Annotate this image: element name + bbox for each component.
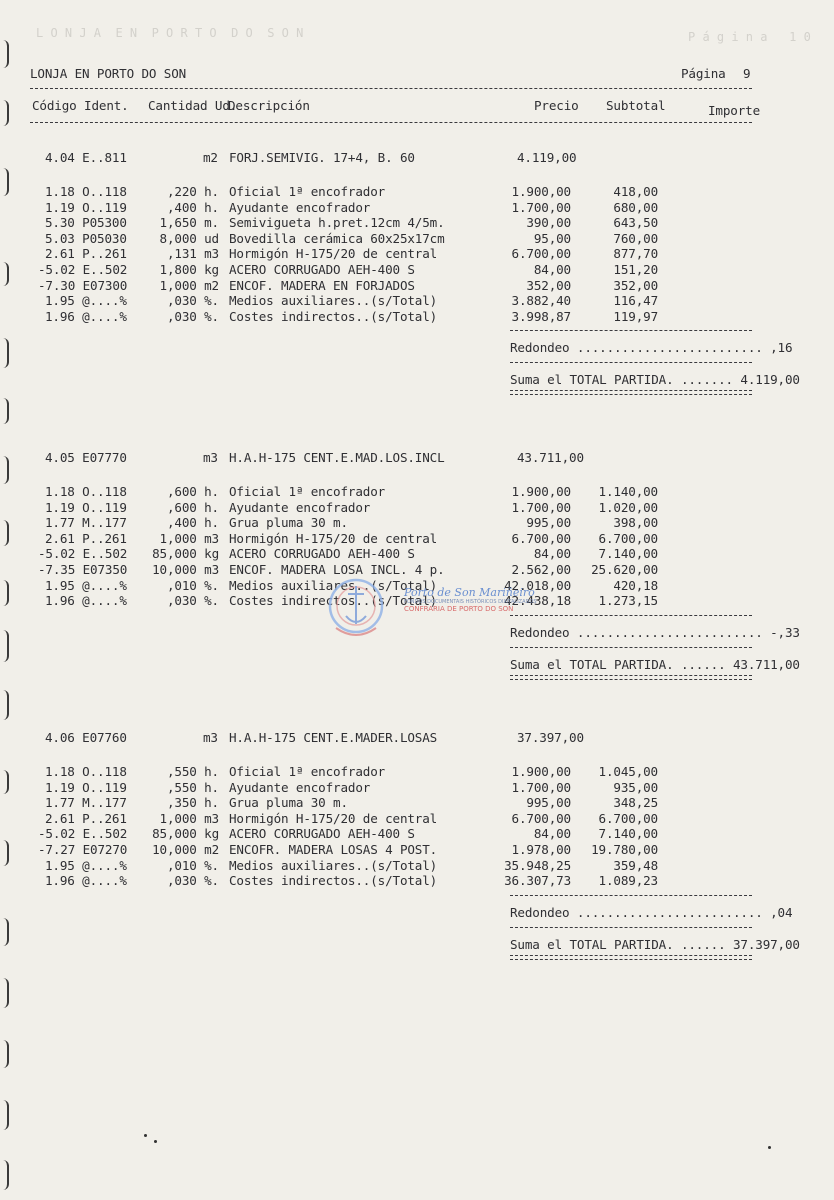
line-description: Medios auxiliares..(s/Total): [229, 293, 438, 309]
line-code: 1.19 O..119: [45, 499, 127, 515]
line-subtotal: 418,00: [613, 184, 658, 199]
line-description: Medios auxiliares..(s/Total): [229, 857, 438, 873]
column-header-precio: Precio: [534, 98, 579, 113]
line-subtotal: 25.620,00: [591, 562, 658, 577]
page-label: Página: [681, 66, 726, 81]
line-price: 84,00: [533, 262, 571, 277]
line-quantity: ,400 h.: [166, 515, 219, 531]
line-quantity: ,600 h.: [166, 499, 219, 515]
line-code: 1.19 O..119: [45, 779, 127, 795]
stamp-line-2: CONFRARIA DE PORTO DO SON: [404, 605, 514, 613]
line-code: 1.96 @....%: [45, 873, 127, 889]
line-description: Grua pluma 30 m.: [229, 515, 348, 531]
partida-price: 37.397,00: [517, 730, 584, 745]
line-description: ENCOF. MADERA EN FORJADOS: [229, 277, 415, 293]
line-price: 6.700,00: [511, 530, 571, 546]
line-code: -5.02 E..502: [38, 826, 128, 842]
column-header-subtotal: Subtotal: [606, 98, 666, 113]
bleed-through-page: P á g i n a 1 0: [688, 30, 811, 44]
line-subtotal: 643,50: [613, 215, 658, 231]
line-subtotal: 116,47: [613, 293, 658, 309]
line-price: 35.948,25: [504, 857, 571, 873]
line-description: Bovedilla cerámica 60x25x17cm: [229, 230, 445, 246]
total-partida-line: Suma el TOTAL PARTIDA. ...... 37.397,00: [510, 936, 800, 952]
line-quantity: ,350 h.: [166, 795, 219, 811]
header-rule: [30, 88, 752, 89]
partida-code: 4.04 E..811: [45, 150, 127, 165]
line-price: 1.900,00: [511, 184, 571, 199]
line-price: 1.900,00: [511, 764, 571, 779]
line-subtotal: 1.020,00: [598, 499, 658, 515]
line-subtotal: 119,97: [613, 308, 658, 324]
line-quantity: ,220 h.: [166, 184, 219, 199]
line-code: 1.95 @....%: [45, 577, 127, 593]
line-quantity: ,550 h.: [166, 779, 219, 795]
line-code: 5.30 P05300: [45, 215, 127, 231]
stray-mark: [768, 1146, 771, 1149]
line-subtotal: 1.045,00: [598, 764, 658, 779]
partida-price: 43.711,00: [517, 450, 584, 465]
line-code: 2.61 P..261: [45, 810, 127, 826]
line-description: Costes indirectos..(s/Total): [229, 593, 438, 609]
line-price: 390,00: [526, 215, 571, 231]
line-quantity: ,010 %.: [166, 857, 219, 873]
line-price: 352,00: [526, 277, 571, 293]
line-quantity: 10,000 m2: [152, 842, 219, 857]
redondeo-line: Redondeo ......................... ,04: [510, 904, 793, 920]
line-quantity: 8,000 ud: [159, 230, 219, 246]
total-partida-line: Suma el TOTAL PARTIDA. ....... 4.119,00: [510, 372, 800, 388]
subtotal-rule: [510, 330, 752, 331]
line-subtotal: 680,00: [613, 199, 658, 215]
line-code: -5.02 E..502: [38, 262, 128, 277]
stamp-title: Porto de Son Mariñeiro: [404, 586, 535, 599]
line-price: 42.018,00: [504, 577, 571, 593]
stray-mark: [154, 1140, 157, 1143]
line-description: ENCOFR. MADERA LOSAS 4 POST.: [229, 842, 438, 857]
stamp-line-1: FONDOS DOCUMENTAIS HISTÓRICOS DIXITALIZADOS: [404, 599, 537, 605]
line-code: 1.95 @....%: [45, 857, 127, 873]
line-price: 1.700,00: [511, 199, 571, 215]
line-code: 1.18 O..118: [45, 184, 127, 199]
line-code: 1.18 O..118: [45, 484, 127, 499]
redondeo-line: Redondeo ......................... -,33: [510, 624, 800, 640]
line-price: 995,00: [526, 515, 571, 531]
partida-unit: m3: [203, 730, 218, 745]
line-quantity: 1,000 m2: [159, 277, 219, 293]
line-quantity: ,030 %.: [166, 308, 219, 324]
line-subtotal: 19.780,00: [591, 842, 658, 857]
confraria-seal-logo: [318, 568, 410, 648]
line-price: 6.700,00: [511, 246, 571, 262]
line-code: 1.18 O..118: [45, 764, 127, 779]
line-subtotal: 359,48: [613, 857, 658, 873]
line-subtotal: 151,20: [613, 262, 658, 277]
line-subtotal: 1.273,15: [598, 593, 658, 609]
line-price: 3.882,40: [511, 293, 571, 309]
partida-code: 4.06 E07760: [45, 730, 127, 745]
subtotal-rule: [510, 615, 752, 616]
line-code: 5.03 P05030: [45, 230, 127, 246]
line-code: 2.61 P..261: [45, 246, 127, 262]
redondeo-rule: [510, 927, 752, 928]
bleed-through-header: L O N J A E N P O R T O D O S O N: [36, 26, 304, 40]
redondeo-rule: [510, 362, 752, 363]
page-number: 9: [743, 66, 751, 81]
line-description: Oficial 1ª encofrador: [229, 764, 386, 779]
partida-description: H.A.H-175 CENT.E.MAD.LOS.INCL: [229, 450, 445, 465]
line-price: 84,00: [533, 546, 571, 562]
total-partida-line: Suma el TOTAL PARTIDA. ...... 43.711,00: [510, 656, 800, 672]
line-quantity: 85,000 kg: [152, 546, 219, 562]
line-description: Hormigón H-175/20 de central: [229, 246, 438, 262]
subtotal-rule: [510, 895, 752, 896]
line-price: 3.998,87: [511, 308, 571, 324]
total-double-rule: [510, 675, 752, 680]
line-price: 36.307,73: [504, 873, 571, 889]
total-double-rule: [510, 390, 752, 395]
line-code: 2.61 P..261: [45, 530, 127, 546]
column-header-descripcion: Descripción: [228, 98, 310, 113]
line-description: Medios auxiliares..(s/Total): [229, 577, 438, 593]
line-code: -7.27 E07270: [38, 842, 128, 857]
partida-description: FORJ.SEMIVIG. 17+4, B. 60: [229, 150, 415, 165]
redondeo-rule: [510, 647, 752, 648]
line-subtotal: 398,00: [613, 515, 658, 531]
stamp-text: [404, 586, 537, 613]
line-subtotal: 877,70: [613, 246, 658, 262]
line-quantity: ,030 %.: [166, 293, 219, 309]
binding-marks: [2, 0, 18, 1200]
line-price: 95,00: [533, 230, 571, 246]
partida-unit: m3: [203, 450, 218, 465]
line-price: 995,00: [526, 795, 571, 811]
line-description: ACERO CORRUGADO AEH-400 S: [229, 262, 415, 277]
partida-description: H.A.H-175 CENT.E.MADER.LOSAS: [229, 730, 438, 745]
stray-mark: [144, 1134, 147, 1137]
line-description: ENCOF. MADERA LOSA INCL. 4 p.: [229, 562, 445, 577]
line-price: 6.700,00: [511, 810, 571, 826]
line-description: Ayudante encofrador: [229, 499, 371, 515]
partida-code: 4.05 E07770: [45, 450, 127, 465]
line-code: 1.19 O..119: [45, 199, 127, 215]
line-code: -5.02 E..502: [38, 546, 128, 562]
line-quantity: 1,000 m3: [159, 530, 219, 546]
total-double-rule: [510, 955, 752, 960]
line-subtotal: 760,00: [613, 230, 658, 246]
column-header-codigo: Código Ident.: [32, 98, 129, 113]
line-subtotal: 7.140,00: [598, 546, 658, 562]
line-description: Ayudante encofrador: [229, 199, 371, 215]
line-quantity: ,030 %.: [166, 873, 219, 889]
line-description: Ayudante encofrador: [229, 779, 371, 795]
line-code: 1.95 @....%: [45, 293, 127, 309]
line-code: 1.96 @....%: [45, 308, 127, 324]
column-header-cantidad: Cantidad Ud.: [148, 98, 238, 113]
line-code: 1.77 M..177: [45, 795, 127, 811]
partida-price: 4.119,00: [517, 150, 577, 165]
line-quantity: ,550 h.: [166, 764, 219, 779]
line-quantity: ,030 %.: [166, 593, 219, 609]
line-quantity: ,131 m3: [166, 246, 219, 262]
line-subtotal: 935,00: [613, 779, 658, 795]
line-subtotal: 1.089,23: [598, 873, 658, 889]
line-price: 2.562,00: [511, 562, 571, 577]
line-code: -7.35 E07350: [38, 562, 128, 577]
line-price: 1.978,00: [511, 842, 571, 857]
line-quantity: 85,000 kg: [152, 826, 219, 842]
line-description: Hormigón H-175/20 de central: [229, 810, 438, 826]
line-description: Semivigueta h.pret.12cm 4/5m.: [229, 215, 445, 231]
line-price: 42.438,18: [504, 593, 571, 609]
line-price: 1.700,00: [511, 779, 571, 795]
line-price: 1.900,00: [511, 484, 571, 499]
line-quantity: ,600 h.: [166, 484, 219, 499]
line-description: ACERO CORRUGADO AEH-400 S: [229, 826, 415, 842]
line-description: Costes indirectos..(s/Total): [229, 873, 438, 889]
line-subtotal: 348,25: [613, 795, 658, 811]
line-description: Grua pluma 30 m.: [229, 795, 348, 811]
document-title: LONJA EN PORTO DO SON: [30, 66, 187, 81]
line-description: ACERO CORRUGADO AEH-400 S: [229, 546, 415, 562]
column-header-rule: [30, 122, 752, 123]
line-price: 84,00: [533, 826, 571, 842]
line-quantity: ,010 %.: [166, 577, 219, 593]
line-quantity: 1,800 kg: [159, 262, 219, 277]
line-subtotal: 6.700,00: [598, 810, 658, 826]
line-subtotal: 6.700,00: [598, 530, 658, 546]
redondeo-line: Redondeo ......................... ,16: [510, 340, 793, 356]
line-code: 1.77 M..177: [45, 515, 127, 531]
line-quantity: 1,000 m3: [159, 810, 219, 826]
line-quantity: 1,650 m.: [159, 215, 219, 231]
line-description: Oficial 1ª encofrador: [229, 184, 386, 199]
line-subtotal: 7.140,00: [598, 826, 658, 842]
line-quantity: 10,000 m3: [152, 562, 219, 577]
line-subtotal: 352,00: [613, 277, 658, 293]
line-description: Hormigón H-175/20 de central: [229, 530, 438, 546]
column-header-importe: Importe: [708, 103, 761, 118]
line-description: Oficial 1ª encofrador: [229, 484, 386, 499]
line-subtotal: 1.140,00: [598, 484, 658, 499]
line-code: -7.30 E07300: [38, 277, 128, 293]
line-description: Costes indirectos..(s/Total): [229, 308, 438, 324]
partida-unit: m2: [203, 150, 218, 165]
line-price: 1.700,00: [511, 499, 571, 515]
line-code: 1.96 @....%: [45, 593, 127, 609]
line-subtotal: 420,18: [613, 577, 658, 593]
line-quantity: ,400 h.: [166, 199, 219, 215]
